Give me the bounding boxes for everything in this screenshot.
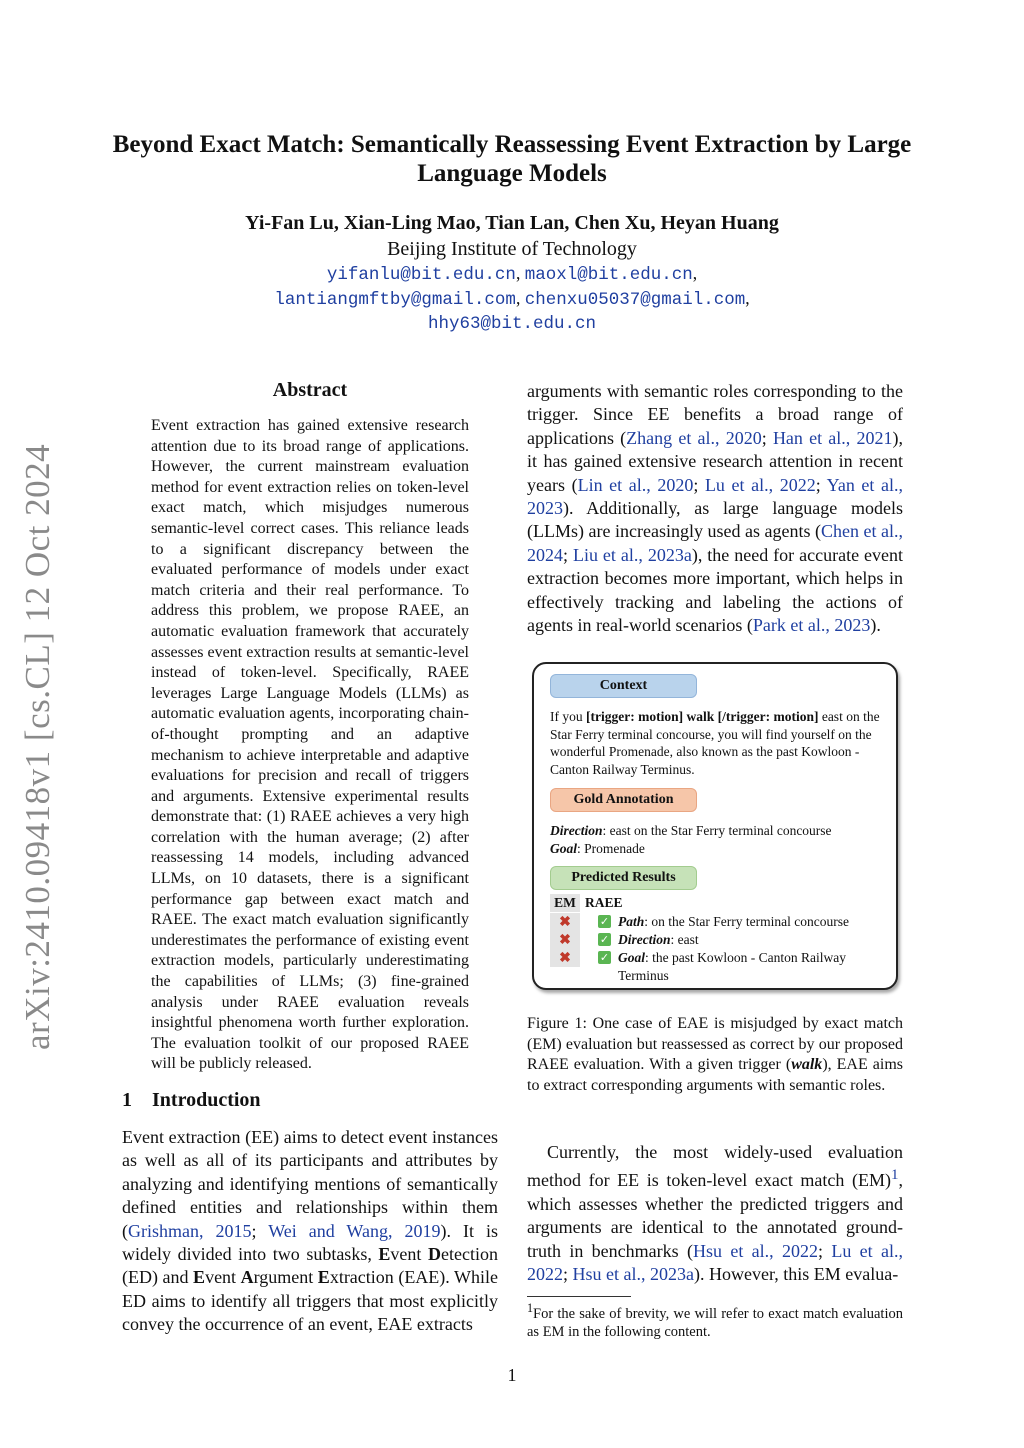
check-icon: ✓: [599, 933, 610, 946]
figure-1: Context If you [trigger: motion] walk [/trigger: motion] east on the Star Ferry terminal concourse, you will find yourself on the wonderful Promenade, also known as the past Kowloon - Canton Railway Terminus. Gold Annotation Direction: east on the Star Ferry terminal concourse Goal: Promenade Predicted Results EM RAEE ✖ ✓ Path: on the Star Ferry terminal concourse ✖ ✓ Direction: east ✖ ✓ Goal: the past Kowloon - Canton Railway Terminus: [532, 662, 898, 990]
citation-link[interactable]: Han et al., 2021: [772, 427, 893, 448]
citation-link[interactable]: Lu et al., 2022: [527, 1240, 903, 1285]
cross-icon: ✖: [559, 915, 571, 930]
citation-link[interactable]: Zhang et al., 2020: [626, 427, 762, 448]
citation-link[interactable]: Yan et al., 2023: [527, 474, 903, 519]
email-line-1: yifanlu@bit.edu.cn, maoxl@bit.edu.cn,: [326, 263, 698, 285]
context-text: If you [trigger: motion] walk [/trigger: motion] east on the Star Ferry terminal concourse, you will find yourself on the wonderful Promenade, also known as the past Kowloon - Canton Railway Terminus.: [550, 709, 880, 777]
citation-link[interactable]: Park et al., 2023: [752, 615, 871, 636]
footnote: $^1$For the sake of brevity, we will refer to exact match evaluation as EM in the following content.: [527, 1301, 903, 1341]
gold-annotation-text: Direction: east on the Star Ferry terminal concourse Goal: Promenade: [550, 823, 832, 856]
citation-link[interactable]: Liu et al., 2023a: [572, 544, 692, 565]
paper-title: Beyond Exact Match: Semantically Reassessing Event Extraction by Large Language Models: [112, 131, 912, 187]
introduction-paragraph: Event extraction (EE) aims to detect event instances as well as all of its participants and attributes by analyzing and identifying mentions of semantically defined entities and relationships within them (Grishman, 2015; Wei and Wang, 2019). It is widely divided into two subtasks, Event Detection (ED) and Event Argument Extraction (EAE). While ED aims to identify all triggers that most explicitly convey the occurrence of an event, EAE extracts: [122, 1127, 498, 1335]
check-icon: ✓: [599, 951, 610, 964]
email-line-3: [110, 312, 914, 334]
cross-icon: ✖: [559, 933, 571, 948]
gold-annotation-label: Gold Annotation: [550, 788, 697, 812]
predicted-results-label: Predicted Results: [550, 866, 697, 890]
context-label: Context: [550, 674, 697, 698]
cross-icon: ✖: [559, 951, 571, 966]
section-heading-introduction: [122, 1089, 261, 1112]
citation-link[interactable]: Lin et al., 2020: [577, 474, 694, 495]
affiliation: Beijing Institute of Technology: [387, 238, 637, 260]
citation-link[interactable]: Chen et al., 2024: [527, 521, 903, 565]
page-number: 1: [507, 1365, 517, 1385]
citation-link[interactable]: Grishman, 2015: [128, 1220, 252, 1241]
introduction-paragraph-em: Currently, the most widely-used evaluation method for EE is token-level exact match (EM)$^1$, which assesses whether the predicted triggers and arguments are identical to the annotated ground-truth in benchmarks (Hsu et al., 2022; Lu et al., 2022; Hsu et al., 2023a). However, this EM evalua-: [527, 1142, 903, 1285]
introduction-paragraph-continued: arguments with semantic roles corresponding to the trigger. Since EE benefits a broad range of applications (Zhang et al., 2020; Han et al., 2021), it has gained extensive research attention in recent years (Lin et al., 2020; Lu et al., 2022; Yan et al., 2023). Additionally, as large language models (LLMs) are increasingly used as agents (Chen et al., 2024; Liu et al., 2023a), the need for accurate event extraction becomes more important, which helps in effectively tracking and labeling the actions of agents in real-world scenarios (Park et al., 2023).: [527, 381, 904, 636]
figure-1-caption: Figure 1: One case of EAE is misjudged by exact match (EM) evaluation but reassessed as correct by our proposed RAEE evaluation. With a given trigger (walk), EAE aims to extract corresponding arguments with semantic roles.: [527, 1015, 903, 1094]
email-link[interactable]: chenxu05037@gmail.com: [524, 290, 746, 310]
citation-link[interactable]: Hsu et al., 2023a: [572, 1264, 694, 1285]
citation-link[interactable]: Wei and Wang, 2019: [268, 1220, 441, 1241]
section-title: Introduction: [152, 1089, 261, 1111]
abstract-text: Event extraction has gained extensive research attention due to its broad range of applications. However, the current mainstream evaluation method for event extraction relies on token-level exact match, which misjudges numerous semantic-level correct cases. This reliance leads to a significant discrepancy between the evaluated performance of models under exact match criteria and their real performance. To address this problem, we propose RAEE, an automatic evaluation framework that accurately assesses event extraction results at semantic-level instead of token-level. Specifically, RAEE leverages Large Language Models (LLMs) as automatic evaluation agents, incorporating chain-of-thought prompting and an adaptive mechanism to achieve interpretable and adaptive evaluations for precision and recall of triggers and arguments. Extensive experimental results demonstrate that: (1) RAEE achieves a very high correlation with the human average; (2) after reassessing 14 models, including advanced LLMs, on 10 datasets, there is a significant performance gap between exact match and RAEE. The exact match evaluation significantly underestimates the performance of existing event extraction models, particularly underestimating the capabilities of LLMs; (3) fine-grained analysis under RAEE evaluation reveals insightful phenomena worth further exploration. The evaluation toolkit of our proposed RAEE will be publicly released.: [151, 417, 469, 1073]
section-number: 1: [122, 1089, 132, 1111]
raee-column-header: RAEE: [585, 895, 623, 910]
citation-link[interactable]: Hsu et al., 2022: [692, 1240, 818, 1261]
em-column-header: EM: [550, 894, 580, 912]
citation-link[interactable]: Lu et al., 2022: [704, 474, 816, 495]
footnote-marker[interactable]: 1: [891, 1167, 899, 1184]
arxiv-identifier-stamp: arXiv:2410.09418v1 [cs.CL] 12 Oct 2024: [18, 443, 57, 1050]
email-link[interactable]: lantiangmftby@gmail.com: [274, 290, 516, 310]
email-link[interactable]: yifanlu@bit.edu.cn: [326, 265, 516, 285]
author-list: Yi-Fan Lu, Xian-Ling Mao, Tian Lan, Chen Xu, Heyan Huang: [245, 212, 779, 234]
email-line-2: lantiangmftby@gmail.com, chenxu05037@gmail.com,: [274, 288, 750, 310]
email-link[interactable]: maoxl@bit.edu.cn: [524, 265, 693, 285]
email-link[interactable]: hhy63@bit.edu.cn: [427, 314, 597, 334]
check-icon: ✓: [599, 915, 610, 928]
abstract-heading: Abstract: [272, 379, 348, 401]
footnote-divider: [527, 1296, 631, 1297]
